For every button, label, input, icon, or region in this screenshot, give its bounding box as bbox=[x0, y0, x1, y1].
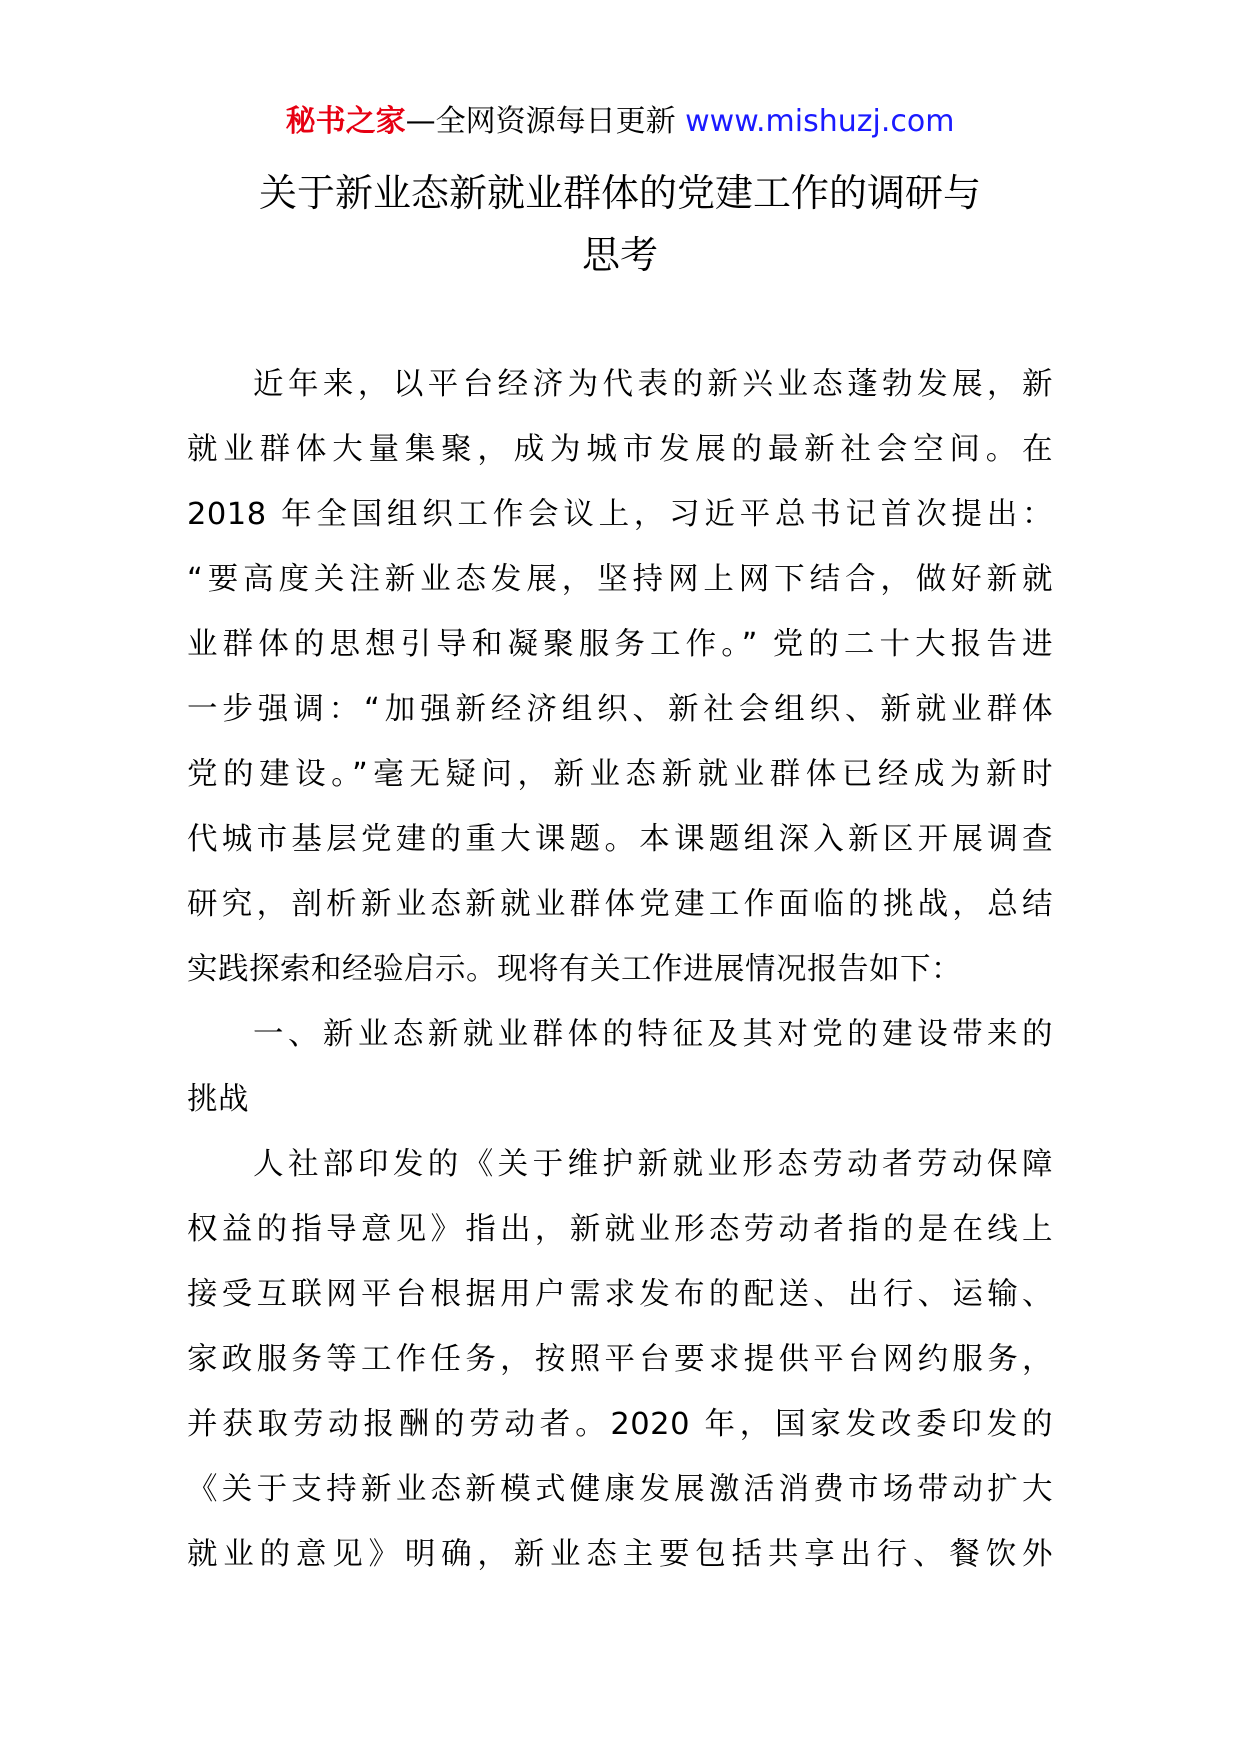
paragraph-2-line: 权益的指导意见》指出，新就业形态劳动者指的是在线上 bbox=[187, 1212, 1053, 1247]
paragraph-1-line: 研究，剖析新业态新就业群体党建工作面临的挑战，总结 bbox=[187, 887, 1053, 922]
paragraph-1-line: 代城市基层党建的重大课题。本课题组深入新区开展调查 bbox=[187, 822, 1053, 857]
paragraph-2-line: 接受互联网平台根据用户需求发布的配送、出行、运输、 bbox=[187, 1277, 1053, 1312]
paragraph-1-line: 近年来，以平台经济为代表的新兴业态蓬勃发展，新 bbox=[253, 367, 1053, 402]
paragraph-1-line: 2018 年全国组织工作会议上，习近平总书记首次提出： bbox=[187, 497, 1053, 532]
header-tagline: —全网资源每日更新 bbox=[405, 104, 676, 139]
paragraph-1-line: 实践探索和经验启示。现将有关工作进展情况报告如下： bbox=[187, 952, 962, 987]
paragraph-2-line: 《关于支持新业态新模式健康发展激活消费市场带动扩大 bbox=[187, 1472, 1053, 1507]
paragraph-1-line: 党的建设。”毫无疑问，新业态新就业群体已经成为新时 bbox=[187, 757, 1053, 792]
section-heading-line: 挑战 bbox=[187, 1082, 249, 1117]
paragraph-1-line: 就业群体大量集聚，成为城市发展的最新社会空间。在 bbox=[187, 432, 1053, 467]
paragraph-2-line: 就业的意见》明确，新业态主要包括共享出行、餐饮外 bbox=[187, 1537, 1053, 1572]
paragraph-2-line: 人社部印发的《关于维护新就业形态劳动者劳动保障 bbox=[253, 1147, 1053, 1182]
paragraph-1-line: “要高度关注新业态发展，坚持网上网下结合，做好新就 bbox=[187, 562, 1053, 597]
document-body bbox=[187, 352, 1053, 1587]
brand-name: 秘书之家 bbox=[285, 104, 406, 139]
title-line-2: 思考 bbox=[581, 233, 658, 277]
site-url-link[interactable]: www.mishuzj.com bbox=[685, 104, 955, 139]
site-header bbox=[0, 100, 1240, 144]
section-heading-line: 一、新业态新就业群体的特征及其对党的建设带来的 bbox=[253, 1017, 1053, 1052]
document-title bbox=[170, 162, 1070, 286]
paragraph-1-line: 业群体的思想引导和凝聚服务工作。” 党的二十大报告进 bbox=[187, 627, 1053, 662]
paragraph-2-line: 家政服务等工作任务，按照平台要求提供平台网约服务， bbox=[187, 1342, 1053, 1377]
title-line-1: 关于新业态新就业群体的党建工作的调研与 bbox=[258, 171, 981, 215]
paragraph-1-line: 一步强调：“加强新经济组织、新社会组织、新就业群体 bbox=[187, 692, 1053, 727]
paragraph-2-line: 并获取劳动报酬的劳动者。2020 年，国家发改委印发的 bbox=[187, 1407, 1053, 1442]
